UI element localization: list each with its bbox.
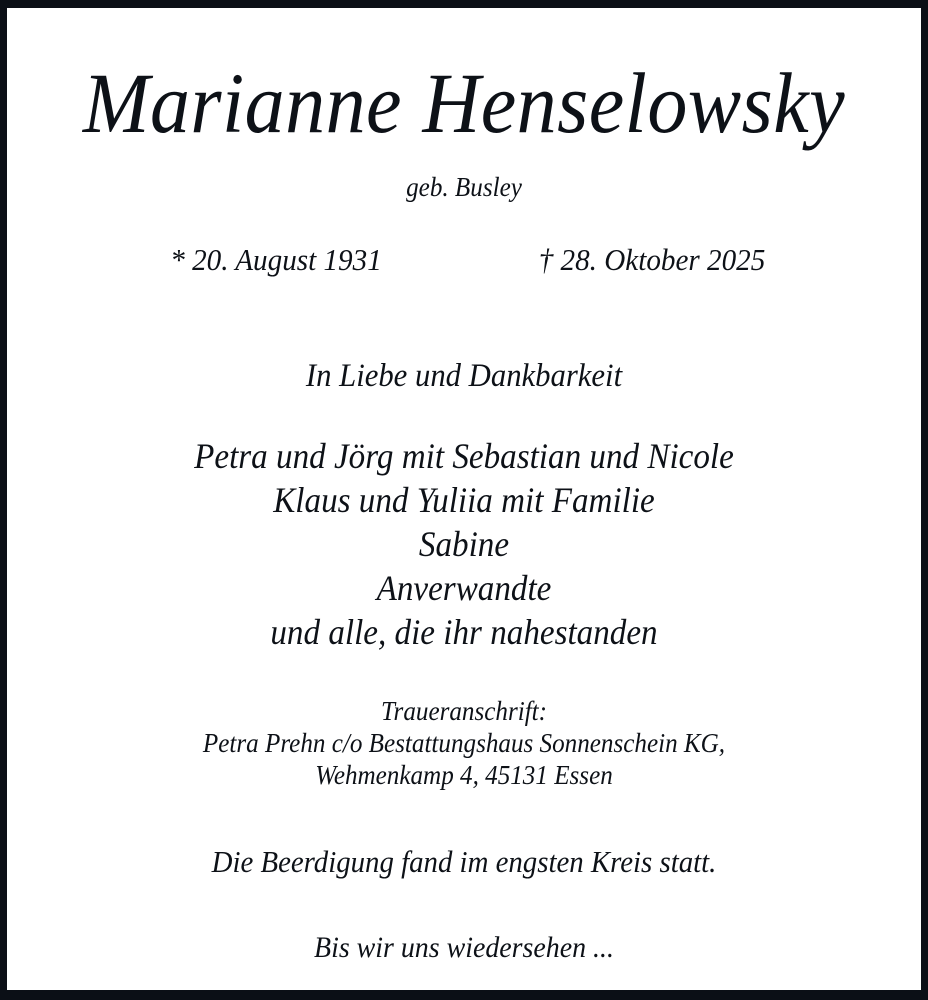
survivors-list — [7, 438, 921, 658]
obituary-notice-card — [7, 8, 921, 990]
survivor-line: und alle, die ihr nahestanden — [270, 612, 658, 652]
funeral-note: Die Beerdigung fand im engsten Kreis statt. — [211, 844, 717, 879]
deceased-name: Marianne Henselowsky — [82, 55, 846, 151]
life-dates-row — [7, 244, 921, 275]
mourning-address-line-2: Wehmenkamp 4, 45131 Essen — [315, 760, 613, 790]
mourning-address-block — [7, 698, 921, 794]
dedication-line: In Liebe und Dankbarkeit — [305, 358, 623, 394]
farewell-note: Bis wir uns wiedersehen ... — [314, 931, 614, 964]
birth-date: * 20. August 1931 — [170, 242, 382, 277]
survivor-line: Sabine — [418, 524, 510, 564]
mourning-address-heading: Traueranschrift: — [380, 696, 548, 726]
mourning-address-line-1: Petra Prehn c/o Bestattungshaus Sonnenschein KG, — [202, 728, 726, 758]
survivor-line: Petra und Jörg mit Sebastian und Nicole — [194, 436, 734, 476]
survivor-line: Klaus und Yuliia mit Familie — [273, 480, 655, 520]
survivor-line: Anverwandte — [376, 568, 552, 608]
maiden-name: geb. Busley — [406, 172, 522, 202]
death-date: † 28. Oktober 2025 — [538, 242, 766, 277]
